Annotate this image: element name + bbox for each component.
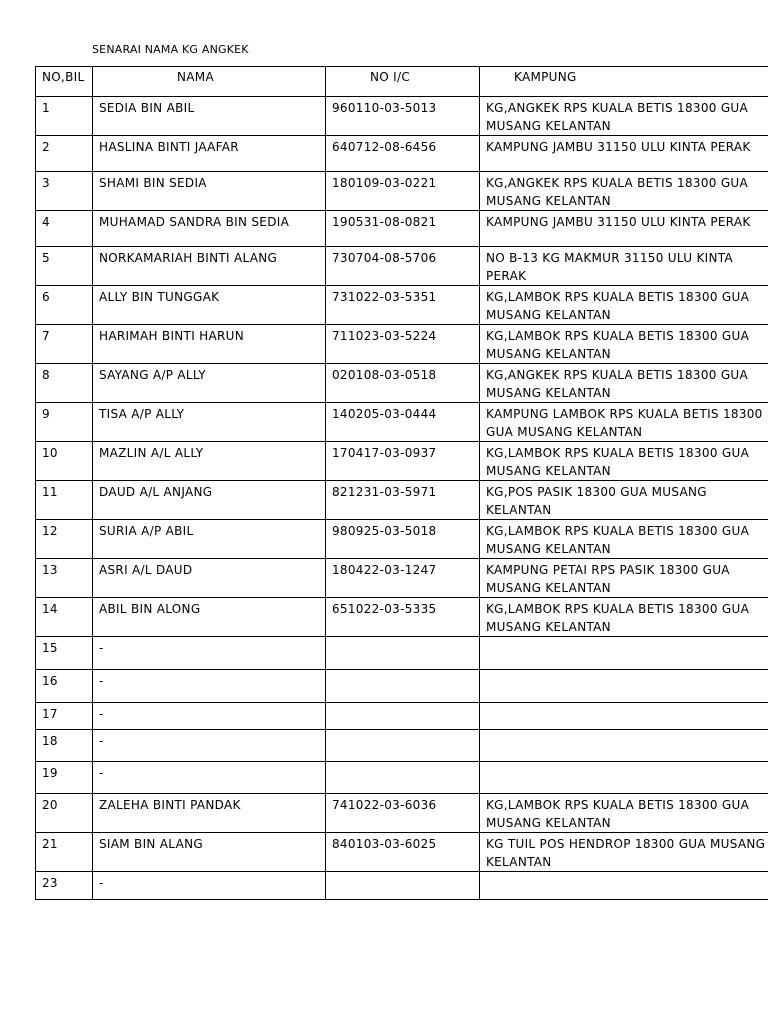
cell-ic: [326, 730, 480, 762]
cell-kampung: KG,LAMBOK RPS KUALA BETIS 18300 GUA MUSANG KELANTAN: [480, 442, 768, 481]
cell-no: 16: [36, 670, 93, 703]
cell-no: 1: [36, 97, 93, 136]
cell-kampung: [480, 670, 768, 703]
cell-kampung: NO B-13 KG MAKMUR 31150 ULU KINTA PERAK: [480, 247, 768, 286]
cell-ic: 140205-03-0444: [326, 403, 480, 442]
cell-ic: 960110-03-5013: [326, 97, 480, 136]
cell-nama: DAUD A/L ANJANG: [93, 481, 326, 520]
table-row: [36, 136, 768, 172]
cell-nama: ABIL BIN ALONG: [93, 598, 326, 637]
cell-no: 5: [36, 247, 93, 286]
cell-kampung: KG,LAMBOK RPS KUALA BETIS 18300 GUA MUSANG KELANTAN: [480, 794, 768, 833]
cell-kampung: KG,LAMBOK RPS KUALA BETIS 18300 GUA MUSANG KELANTAN: [480, 286, 768, 325]
table-header-row: [36, 67, 768, 97]
cell-kampung: [480, 730, 768, 762]
cell-nama: -: [93, 730, 326, 762]
table-row: [36, 403, 768, 442]
cell-no: 23: [36, 872, 93, 900]
cell-nama: SEDIA BIN ABIL: [93, 97, 326, 136]
table-row: [36, 442, 768, 481]
cell-no: 19: [36, 762, 93, 794]
cell-no: 7: [36, 325, 93, 364]
cell-nama: -: [93, 762, 326, 794]
cell-nama: SAYANG A/P ALLY: [93, 364, 326, 403]
cell-nama: ALLY BIN TUNGGAK: [93, 286, 326, 325]
cell-nama: SHAMI BIN SEDIA: [93, 172, 326, 211]
cell-kampung: KG,ANGKEK RPS KUALA BETIS 18300 GUA MUSANG KELANTAN: [480, 364, 768, 403]
cell-kampung: [480, 703, 768, 730]
table-row: [36, 247, 768, 286]
cell-no: 2: [36, 136, 93, 172]
table-row: [36, 481, 768, 520]
cell-no: 11: [36, 481, 93, 520]
cell-nama: MUHAMAD SANDRA BIN SEDIA: [93, 211, 326, 247]
cell-nama: -: [93, 670, 326, 703]
cell-ic: [326, 703, 480, 730]
cell-nama: ASRI A/L DAUD: [93, 559, 326, 598]
cell-kampung: KG,POS PASIK 18300 GUA MUSANG KELANTAN: [480, 481, 768, 520]
table-row: [36, 794, 768, 833]
cell-kampung: KG,ANGKEK RPS KUALA BETIS 18300 GUA MUSANG KELANTAN: [480, 172, 768, 211]
cell-nama: TISA A/P ALLY: [93, 403, 326, 442]
cell-no: 20: [36, 794, 93, 833]
cell-kampung: KG,ANGKEK RPS KUALA BETIS 18300 GUA MUSANG KELANTAN: [480, 97, 768, 136]
cell-kampung: KAMPUNG JAMBU 31150 ULU KINTA PERAK: [480, 136, 768, 172]
cell-kampung: KAMPUNG PETAI RPS PASIK 18300 GUA MUSANG KELANTAN: [480, 559, 768, 598]
cell-kampung: [480, 637, 768, 670]
cell-no: 21: [36, 833, 93, 872]
header-no: NO,BIL: [36, 67, 93, 97]
cell-no: 13: [36, 559, 93, 598]
cell-nama: -: [93, 637, 326, 670]
cell-no: 17: [36, 703, 93, 730]
cell-kampung: KG TUIL POS HENDROP 18300 GUA MUSANG KELANTAN: [480, 833, 768, 872]
cell-no: 4: [36, 211, 93, 247]
header-kampung: KAMPUNG: [480, 67, 768, 97]
cell-no: 14: [36, 598, 93, 637]
cell-no: 15: [36, 637, 93, 670]
cell-ic: 840103-03-6025: [326, 833, 480, 872]
document-title: SENARAI NAMA KG ANGKEK: [92, 43, 249, 56]
cell-kampung: KAMPUNG LAMBOK RPS KUALA BETIS 18300 GUA MUSANG KELANTAN: [480, 403, 768, 442]
cell-ic: 731022-03-5351: [326, 286, 480, 325]
header-nama: NAMA: [93, 67, 326, 97]
table-row: [36, 670, 768, 703]
cell-ic: 170417-03-0937: [326, 442, 480, 481]
cell-ic: [326, 670, 480, 703]
cell-no: 18: [36, 730, 93, 762]
table-row: [36, 520, 768, 559]
name-list-table: [35, 66, 768, 900]
cell-ic: [326, 872, 480, 900]
table-row: [36, 872, 768, 900]
cell-no: 3: [36, 172, 93, 211]
cell-ic: 640712-08-6456: [326, 136, 480, 172]
table-row: [36, 703, 768, 730]
table-row: [36, 833, 768, 872]
table-row: [36, 559, 768, 598]
cell-ic: 190531-08-0821: [326, 211, 480, 247]
cell-ic: 741022-03-6036: [326, 794, 480, 833]
cell-kampung: [480, 872, 768, 900]
table-row: [36, 637, 768, 670]
table-row: [36, 364, 768, 403]
cell-nama: ZALEHA BINTI PANDAK: [93, 794, 326, 833]
cell-ic: 711023-03-5224: [326, 325, 480, 364]
cell-ic: 980925-03-5018: [326, 520, 480, 559]
cell-nama: SURIA A/P ABIL: [93, 520, 326, 559]
table-row: [36, 730, 768, 762]
cell-nama: -: [93, 703, 326, 730]
cell-no: 12: [36, 520, 93, 559]
cell-kampung: KG,LAMBOK RPS KUALA BETIS 18300 GUA MUSANG KELANTAN: [480, 325, 768, 364]
cell-ic: [326, 637, 480, 670]
cell-nama: HASLINA BINTI JAAFAR: [93, 136, 326, 172]
cell-no: 8: [36, 364, 93, 403]
cell-ic: 020108-03-0518: [326, 364, 480, 403]
cell-nama: -: [93, 872, 326, 900]
table-row: [36, 286, 768, 325]
cell-nama: NORKAMARIAH BINTI ALANG: [93, 247, 326, 286]
cell-kampung: KG,LAMBOK RPS KUALA BETIS 18300 GUA MUSANG KELANTAN: [480, 520, 768, 559]
table-row: [36, 762, 768, 794]
cell-kampung: KAMPUNG JAMBU 31150 ULU KINTA PERAK: [480, 211, 768, 247]
table-row: [36, 211, 768, 247]
cell-nama: SIAM BIN ALANG: [93, 833, 326, 872]
cell-ic: 651022-03-5335: [326, 598, 480, 637]
cell-ic: 821231-03-5971: [326, 481, 480, 520]
cell-no: 6: [36, 286, 93, 325]
cell-ic: 180109-03-0221: [326, 172, 480, 211]
cell-kampung: [480, 762, 768, 794]
table-row: [36, 172, 768, 211]
table-row: [36, 97, 768, 136]
cell-ic: [326, 762, 480, 794]
table-row: [36, 598, 768, 637]
cell-no: 9: [36, 403, 93, 442]
cell-nama: MAZLIN A/L ALLY: [93, 442, 326, 481]
cell-no: 10: [36, 442, 93, 481]
cell-kampung: KG,LAMBOK RPS KUALA BETIS 18300 GUA MUSANG KELANTAN: [480, 598, 768, 637]
cell-ic: 730704-08-5706: [326, 247, 480, 286]
cell-nama: HARIMAH BINTI HARUN: [93, 325, 326, 364]
cell-ic: 180422-03-1247: [326, 559, 480, 598]
header-ic: NO I/C: [326, 67, 480, 97]
table-row: [36, 325, 768, 364]
